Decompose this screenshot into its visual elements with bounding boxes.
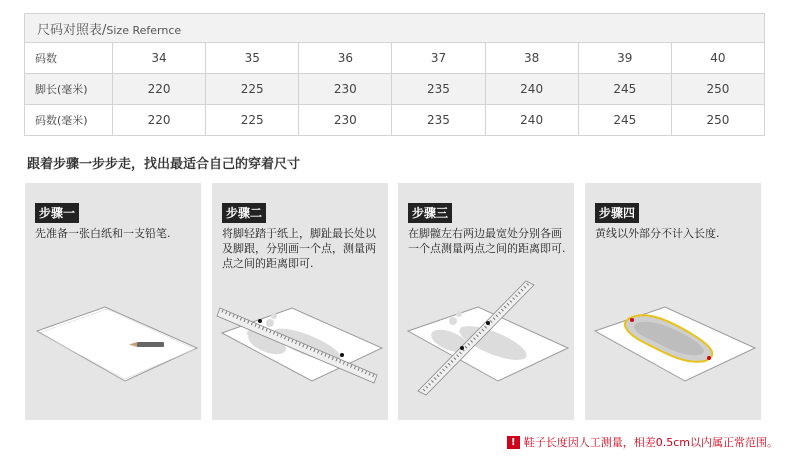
row-label: 码数(毫米) <box>25 105 113 136</box>
table-cell: 39 <box>578 43 671 74</box>
table-cell: 220 <box>113 105 206 136</box>
measure-point <box>258 319 262 323</box>
table-cell: 38 <box>485 43 578 74</box>
measure-point <box>486 321 490 325</box>
step-card-1 <box>25 183 201 420</box>
table-cell: 230 <box>299 74 392 105</box>
step-badge: 步骤二 <box>222 203 266 223</box>
step-card-2 <box>212 183 388 420</box>
table-title-row <box>25 14 765 43</box>
table-cell: 36 <box>299 43 392 74</box>
table-cell: 235 <box>392 105 485 136</box>
step-description: 先准备一张白纸和一支铅笔. <box>35 227 171 240</box>
step-badge: 步骤一 <box>35 203 79 223</box>
step-description: 在脚髋左右两边最宽处分别各画一个点测量两点之间的距离即可. <box>408 227 566 255</box>
step-badge: 步骤四 <box>595 203 639 223</box>
table-row-size-mm <box>25 105 765 136</box>
measure-point <box>340 353 344 357</box>
step-card-3 <box>398 183 574 420</box>
table-cell: 250 <box>671 74 764 105</box>
size-table <box>24 13 765 136</box>
table-title-cn: 尺码对照表/ <box>37 22 107 38</box>
table-title-en: Size Refernce <box>106 23 182 37</box>
table-title <box>25 14 765 43</box>
table-cell: 40 <box>671 43 764 74</box>
steps-heading: 跟着步骤一步步走，找出最适合自己的穿着尺寸 <box>27 157 301 172</box>
step-card-4 <box>585 183 761 420</box>
measure-point <box>630 318 634 322</box>
measure-point <box>707 356 711 360</box>
table-cell: 240 <box>485 105 578 136</box>
table-row-size <box>25 43 765 74</box>
note-text: 鞋子长度因人工测量，相差0.5cm以内属正常范围。 <box>523 436 778 449</box>
measure-point <box>460 346 464 350</box>
row-label: 码数 <box>25 43 113 74</box>
exclamation-icon: ! <box>507 436 520 449</box>
table-cell: 245 <box>578 105 671 136</box>
measurement-note <box>507 434 778 450</box>
step-description: 黄线以外部分不计入长度. <box>595 227 720 240</box>
table-cell: 220 <box>113 74 206 105</box>
step-description: 将脚轻踏于纸上，脚趾最长处以及脚跟，分别画一个点，测量两点之间的距离即可. <box>222 227 376 270</box>
table-cell: 37 <box>392 43 485 74</box>
table-cell: 225 <box>206 74 299 105</box>
table-cell: 225 <box>206 105 299 136</box>
table-cell: 34 <box>113 43 206 74</box>
row-label: 脚长(毫米) <box>25 74 113 105</box>
table-cell: 250 <box>671 105 764 136</box>
table-cell: 235 <box>392 74 485 105</box>
table-cell: 230 <box>299 105 392 136</box>
table-cell: 245 <box>578 74 671 105</box>
table-row-foot-length <box>25 74 765 105</box>
step-badge: 步骤三 <box>408 203 452 223</box>
table-cell: 240 <box>485 74 578 105</box>
table-cell: 35 <box>206 43 299 74</box>
